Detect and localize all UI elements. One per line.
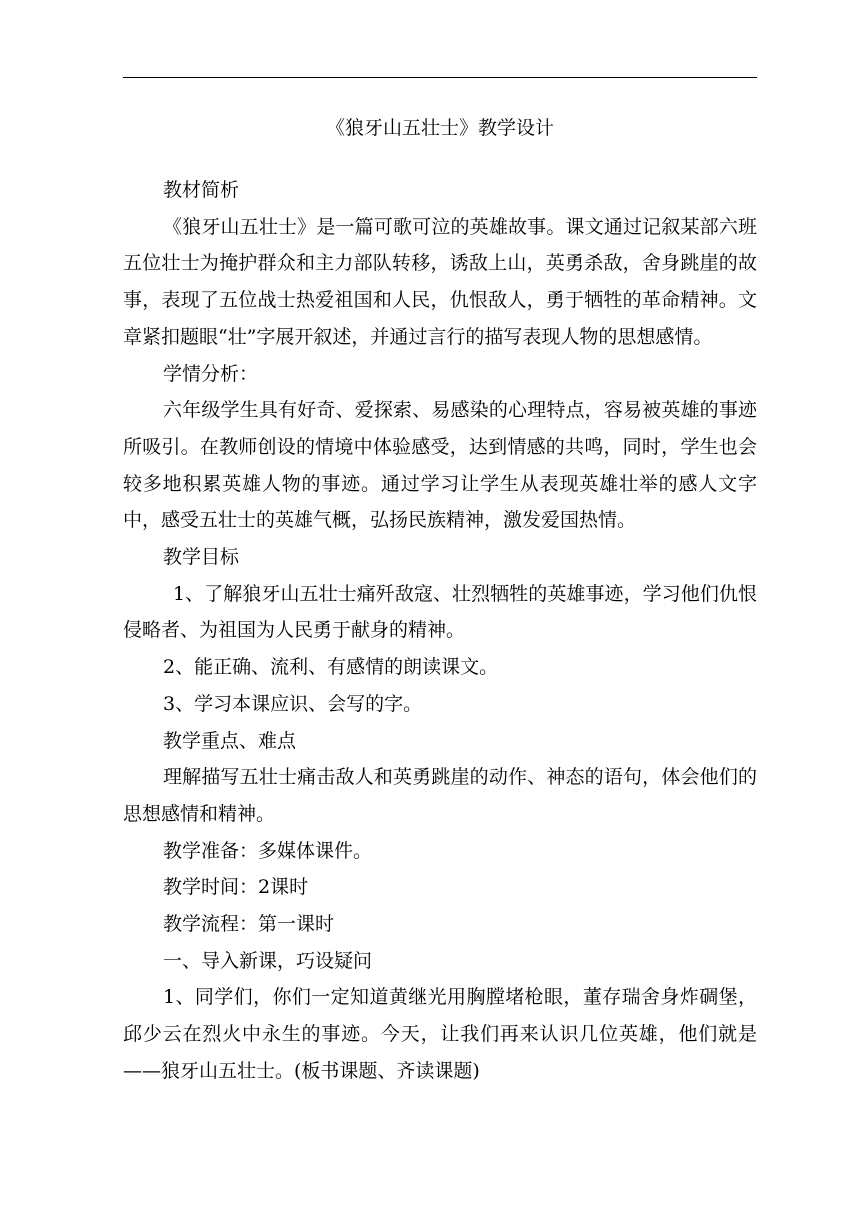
section-heading-key-points: 教学重点、难点 bbox=[163, 729, 297, 752]
section-heading-textbook-analysis: 教材简析 bbox=[163, 179, 240, 201]
paragraph-student-analysis: 六年级学生具有好奇、爱探索、易感染的心理特点，容易被英雄的事迹所吸引。在教师创设的情境中体验感受，达到情感的共鸣，同时，学生也会较多地积累英雄人物的事迹。通过学习让学生从表现英雄壮举的感人文字中，感受五壮士的英雄气概，弘扬民族精神，激发爱国热情。 bbox=[123, 399, 757, 532]
paragraph-introduction-1: 1、同学们，你们一定知道黄继光用胸膛堵枪眼，董存瑞舍身炸碉堡，邱少云在烈火中永生的事迹。今天，让我们再来认识几位英雄，他们就是——狼牙山五壮士。(板书课题、齐读课题) bbox=[123, 986, 757, 1082]
teaching-time: 教学时间：2课时 bbox=[163, 876, 309, 899]
teaching-process: 教学流程：第一课时 bbox=[163, 913, 335, 936]
section-heading-teaching-goals: 教学目标 bbox=[163, 546, 240, 569]
header-rule bbox=[123, 77, 757, 78]
document-title: 《狼牙山五壮士》教学设计 bbox=[325, 117, 554, 139]
goal-item-1: 1、了解狼牙山五壮士痛歼敌寇、壮烈牺牲的英雄事迹，学习他们仇恨侵略者、为祖国为人民勇于献身的精神。 bbox=[123, 582, 757, 642]
document-body bbox=[123, 172, 757, 1090]
paragraph-key-points: 理解描写五壮士痛击敌人和英勇跳崖的动作、神态的语句，体会他们的思想感情和精神。 bbox=[123, 766, 757, 825]
teaching-preparation: 教学准备：多媒体课件。 bbox=[163, 839, 373, 862]
step-heading-introduction: 一、导入新课，巧设疑问 bbox=[163, 949, 373, 972]
section-heading-student-analysis: 学情分析： bbox=[163, 362, 259, 385]
goal-item-3: 3、学习本课应识、会写的字。 bbox=[163, 692, 423, 715]
goal-item-2: 2、能正确、流利、有感情的朗读课文。 bbox=[163, 656, 499, 679]
paragraph-textbook-analysis: 《狼牙山五壮士》是一篇可歌可泣的英雄故事。课文通过记叙某部六班五位壮士为掩护群众和主力部队转移，诱敌上山，英勇杀敌，舍身跳崖的故事，表现了五位战士热爱祖国和人民，仇恨敌人，勇于牺牲的革命精神。文章紧扣题眼“壮”字展开叙述，并通过言行的描写表现人物的思想感情。 bbox=[123, 215, 757, 348]
